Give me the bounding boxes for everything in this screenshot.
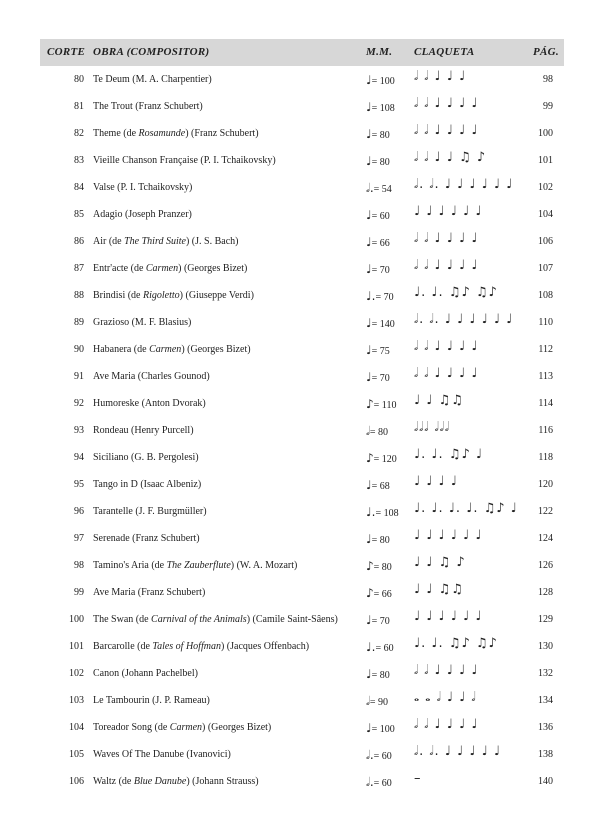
metronome-tempo: = 80 (371, 535, 390, 546)
work-title-text: Vieille Chanson Française (P. I. Tchaikovsky) (93, 155, 276, 166)
corte-number: 106 (69, 776, 84, 787)
work-title (93, 236, 238, 248)
work-title-text: Brindisi (de (93, 290, 143, 301)
work-title-text: ) (Georges Bizet) (181, 344, 251, 355)
work-title-text: ) (Johann Strauss) (186, 776, 259, 787)
page-number: 100 (538, 128, 553, 139)
page-number: 98 (543, 74, 553, 85)
metronome-note-glyph: ♪ (366, 559, 374, 573)
work-title (93, 290, 254, 302)
work-title-text: ) (J. S. Bach) (185, 236, 239, 247)
work-title-text: Le Tambourin (J. P. Rameau) (93, 695, 210, 706)
metronome-tempo: = 120 (373, 454, 397, 465)
work-title-text: Valse (P. I. Tchaikovsky) (93, 182, 193, 193)
table-row (0, 93, 609, 120)
metronome-tempo: = 80 (373, 562, 392, 573)
metronome-note-glyph: ♪ (366, 586, 374, 600)
metronome-tempo: = 60 (373, 778, 392, 789)
table-row (0, 741, 609, 768)
table-row (0, 633, 609, 660)
work-title-text: Waltz (de (93, 776, 134, 787)
work-title-italic: Carmen (145, 263, 179, 274)
work-title-italic: Rosamunde (138, 128, 186, 139)
metronome-tempo: = 60 (371, 211, 390, 222)
metronome-mark (366, 506, 399, 520)
table-header (40, 39, 564, 66)
claqueta-rhythm: 𝅗𝅥 𝅗𝅥 ♩ ♩ ♩ ♩ (414, 366, 479, 381)
work-title (93, 209, 192, 221)
work-title (93, 668, 198, 680)
work-title (93, 506, 207, 518)
table-row (0, 390, 609, 417)
metronome-tempo: = 100 (371, 76, 395, 87)
corte-number: 99 (74, 587, 84, 598)
metronome-tempo: = 100 (371, 724, 395, 735)
corte-number: 88 (74, 290, 84, 301)
corte-number: 87 (74, 263, 84, 274)
page-number: 99 (543, 101, 553, 112)
metronome-mark (366, 182, 392, 196)
page-number: 112 (538, 344, 553, 355)
metronome-note-glyph: ♩ (366, 667, 372, 681)
metronome-note-glyph: ♩ (366, 370, 372, 384)
work-title (93, 560, 297, 572)
page-number: 113 (538, 371, 553, 382)
metronome-note-glyph: 𝅗𝅥. (366, 775, 374, 789)
metronome-mark (366, 371, 390, 385)
metronome-note-glyph: ♩. (366, 640, 376, 654)
claqueta-rhythm: ♩ ♩ ♫♫ (414, 582, 464, 597)
metronome-mark (366, 641, 394, 655)
metronome-tempo: = 66 (373, 589, 392, 600)
corte-number: 85 (74, 209, 84, 220)
metronome-tempo: = 80 (371, 130, 390, 141)
table-row (0, 606, 609, 633)
table-row (0, 687, 609, 714)
metronome-note-glyph: 𝅗𝅥. (366, 181, 374, 195)
table-row (0, 714, 609, 741)
corte-number: 80 (74, 74, 84, 85)
table-row (0, 255, 609, 282)
metronome-tempo: = 70 (371, 265, 390, 276)
metronome-mark (366, 533, 390, 547)
corte-number: 104 (69, 722, 84, 733)
work-title-text: ) (Giuseppe Verdi) (179, 290, 254, 301)
work-title (93, 182, 192, 194)
table-row (0, 525, 609, 552)
metronome-note-glyph: ♩ (366, 343, 372, 357)
corte-number: 105 (69, 749, 84, 760)
metronome-tempo: = 70 (375, 292, 394, 303)
claqueta-rhythm: 𝅗𝅥 𝅗𝅥 ♩ ♩ ♩ ♩ (414, 663, 479, 678)
work-title-italic: The Zauberflute (166, 560, 231, 571)
metronome-note-glyph: ♩ (366, 532, 372, 546)
metronome-mark (366, 344, 390, 358)
work-title-italic: The Third Suite (124, 236, 186, 247)
metronome-note-glyph: ♩. (366, 289, 376, 303)
metronome-tempo: = 70 (371, 373, 390, 384)
metronome-note-glyph: 𝅗𝅥 (366, 424, 370, 438)
work-title-text: Air (de (93, 236, 125, 247)
claqueta-rhythm: 𝅗𝅥 𝅗𝅥 ♩ ♩ ♩ ♩ (414, 339, 479, 354)
table-row (0, 120, 609, 147)
metronome-mark (366, 614, 390, 628)
work-title-text: ) (Georges Bizet) (202, 722, 272, 733)
work-title-text: ) (Camile Saint-Sâens) (246, 614, 338, 625)
page-number: 107 (538, 263, 553, 274)
work-title-text: Rondeau (Henry Purcell) (93, 425, 194, 436)
work-title (93, 344, 251, 356)
page-number: 118 (538, 452, 553, 463)
work-title (93, 155, 276, 167)
metronome-tempo: = 54 (373, 184, 392, 195)
corte-number: 83 (74, 155, 84, 166)
metronome-mark (366, 749, 392, 763)
page-number: 138 (538, 749, 553, 760)
corte-number: 97 (74, 533, 84, 544)
work-title-text: Tamino's Aria (de (93, 560, 167, 571)
work-title-text: Adagio (Joseph Pranzer) (93, 209, 192, 220)
claqueta-rhythm: 𝅗𝅥 𝅗𝅥 ♩ ♩ ♩ ♩ (414, 717, 479, 732)
page-number: 106 (538, 236, 553, 247)
page-number: 120 (538, 479, 553, 490)
metronome-tempo: = 108 (375, 508, 399, 519)
work-title-text: Serenade (Franz Schubert) (93, 533, 200, 544)
corte-number: 100 (69, 614, 84, 625)
claqueta-rhythm: 𝅗𝅥. 𝅗𝅥. ♩ ♩ ♩ ♩ ♩ ♩ (414, 177, 514, 192)
work-title-text: ) (Franz Schubert) (185, 128, 259, 139)
page-number: 136 (538, 722, 553, 733)
work-title-text: Tango in D (Isaac Albeniz) (93, 479, 202, 490)
corte-number: 101 (69, 641, 84, 652)
metronome-mark (366, 560, 392, 574)
table-row (0, 201, 609, 228)
work-title (93, 74, 212, 86)
page-number: 134 (538, 695, 553, 706)
claqueta-rhythm: ♩ ♩ ♩ ♩ (414, 474, 458, 489)
corte-number: 81 (74, 101, 84, 112)
metronome-note-glyph: ♪ (366, 451, 374, 465)
metronome-note-glyph: ♩. (366, 505, 376, 519)
work-title (93, 317, 191, 329)
metronome-note-glyph: ♩ (366, 262, 372, 276)
metronome-mark (366, 776, 392, 790)
header-mm: M.M. (366, 46, 393, 58)
metronome-tempo: = 66 (371, 238, 390, 249)
page-number: 101 (538, 155, 553, 166)
claqueta-rhythm: ♩ ♩ ♩ ♩ ♩ ♩ (414, 204, 483, 219)
metronome-mark (366, 101, 395, 115)
claqueta-rhythm: ♩. ♩. ♫♪ ♫♪ (414, 285, 498, 300)
page-number: 126 (538, 560, 553, 571)
header-obra: OBRA (COMPOSITOR) (93, 46, 210, 58)
work-title-italic: Carmen (149, 344, 182, 355)
corte-number: 82 (74, 128, 84, 139)
corte-number: 93 (74, 425, 84, 436)
work-title (93, 641, 309, 653)
claqueta-rhythm: ♩ ♩ ♫♫ (414, 393, 464, 408)
page-number: 108 (538, 290, 553, 301)
claqueta-rhythm: – (414, 771, 422, 786)
metronome-mark (366, 290, 394, 304)
work-title-text: Waves Of The Danube (Ivanovici) (93, 749, 231, 760)
metronome-note-glyph: ♩ (366, 208, 372, 222)
page-number: 102 (538, 182, 553, 193)
metronome-mark (366, 155, 390, 169)
metronome-note-glyph: ♩ (366, 478, 372, 492)
work-title (93, 101, 203, 113)
claqueta-rhythm: 𝅗𝅥 𝅗𝅥 ♩ ♩ ♫ ♪ (414, 150, 487, 165)
work-title-text: Habanera (de (93, 344, 150, 355)
work-title-text: Ave Maria (Franz Schubert) (93, 587, 206, 598)
table-row (0, 660, 609, 687)
metronome-note-glyph: 𝅗𝅥. (366, 748, 374, 762)
metronome-mark (366, 74, 395, 88)
corte-number: 90 (74, 344, 84, 355)
claqueta-rhythm: ♩. ♩. ♩. ♩. ♫♪ ♩ (414, 501, 518, 516)
corte-number: 94 (74, 452, 84, 463)
table-body (0, 66, 609, 795)
claqueta-rhythm: 𝅗𝅥𝅗𝅥𝅗𝅥 𝅗𝅥𝅗𝅥𝅗𝅥 (414, 420, 450, 435)
work-title (93, 749, 231, 761)
corte-number: 102 (69, 668, 84, 679)
claqueta-rhythm: 𝅝 𝅝 𝅗𝅥 ♩ ♩ 𝅗𝅥 (414, 690, 477, 705)
corte-number: 98 (74, 560, 84, 571)
work-title-text: Ave Maria (Charles Gounod) (93, 371, 210, 382)
table-row (0, 228, 609, 255)
metronome-tempo: = 70 (371, 616, 390, 627)
metronome-mark (366, 236, 390, 250)
page-number: 140 (538, 776, 553, 787)
corte-number: 84 (74, 182, 84, 193)
page-number: 114 (538, 398, 553, 409)
metronome-tempo: = 80 (371, 157, 390, 168)
metronome-note-glyph: ♩ (366, 235, 372, 249)
table-row (0, 768, 609, 795)
work-title (93, 479, 201, 491)
claqueta-rhythm: 𝅗𝅥 𝅗𝅥 ♩ ♩ ♩ ♩ (414, 258, 479, 273)
metronome-note-glyph: ♩ (366, 100, 372, 114)
work-title (93, 263, 247, 275)
metronome-note-glyph: ♩ (366, 721, 372, 735)
work-title (93, 614, 338, 626)
metronome-mark (366, 695, 388, 709)
work-title (93, 533, 200, 545)
table-row (0, 147, 609, 174)
metronome-note-glyph: 𝅗𝅥 (366, 694, 370, 708)
metronome-note-glyph: ♩ (366, 127, 372, 141)
table-row (0, 309, 609, 336)
corte-number: 103 (69, 695, 84, 706)
claqueta-rhythm: 𝅗𝅥. 𝅗𝅥. ♩ ♩ ♩ ♩ ♩ (414, 744, 501, 759)
metronome-tempo: = 140 (371, 319, 395, 330)
work-title-italic: Carnival of the Animals (151, 614, 247, 625)
table-row (0, 498, 609, 525)
table-row (0, 417, 609, 444)
work-title-text: Te Deum (M. A. Charpentier) (93, 74, 212, 85)
table-row (0, 336, 609, 363)
metronome-note-glyph: ♩ (366, 73, 372, 87)
metronome-mark (366, 209, 390, 223)
claqueta-rhythm: 𝅗𝅥 𝅗𝅥 ♩ ♩ ♩ ♩ (414, 231, 479, 246)
claqueta-rhythm: ♩. ♩. ♫♪ ♫♪ (414, 636, 498, 651)
work-title-text: ) (Jacques Offenbach) (220, 641, 310, 652)
table-row (0, 444, 609, 471)
metronome-tempo: = 60 (375, 643, 394, 654)
metronome-tempo: = 75 (371, 346, 390, 357)
page-number: 128 (538, 587, 553, 598)
page-number: 130 (538, 641, 553, 652)
work-title (93, 587, 205, 599)
table-row (0, 579, 609, 606)
claqueta-rhythm: ♩ ♩ ♫ ♪ (414, 555, 466, 570)
page-number: 129 (538, 614, 553, 625)
work-title-text: Theme (de (93, 128, 139, 139)
work-title-text: ) (Georges Bizet) (178, 263, 248, 274)
metronome-mark (366, 263, 390, 277)
corte-number: 89 (74, 317, 84, 328)
work-title (93, 722, 271, 734)
corte-number: 96 (74, 506, 84, 517)
work-title-text: Canon (Johann Pachelbel) (93, 668, 198, 679)
metronome-mark (366, 128, 390, 142)
table-row (0, 282, 609, 309)
claqueta-rhythm: ♩ ♩ ♩ ♩ ♩ ♩ (414, 528, 483, 543)
corte-number: 95 (74, 479, 84, 490)
metronome-tempo: = 60 (373, 751, 392, 762)
work-title (93, 398, 206, 410)
header-corte: CORTE (47, 46, 86, 58)
metronome-tempo: = 108 (371, 103, 395, 114)
work-title (93, 371, 210, 383)
claqueta-rhythm: ♩ ♩ ♩ ♩ ♩ ♩ (414, 609, 483, 624)
metronome-mark (366, 317, 395, 331)
metronome-note-glyph: ♩ (366, 316, 372, 330)
work-title-text: Grazioso (M. F. Blasius) (93, 317, 192, 328)
work-title (93, 695, 210, 707)
work-title (93, 452, 199, 464)
work-title-italic: Tales of Hoffman (152, 641, 221, 652)
metronome-note-glyph: ♪ (366, 397, 374, 411)
page-number: 124 (538, 533, 553, 544)
metronome-note-glyph: ♩ (366, 613, 372, 627)
metronome-mark (366, 425, 388, 439)
corte-number: 92 (74, 398, 84, 409)
metronome-mark (366, 668, 390, 682)
page-number: 122 (538, 506, 553, 517)
metronome-tempo: = 80 (369, 427, 388, 438)
table-row (0, 552, 609, 579)
claqueta-rhythm: 𝅗𝅥 𝅗𝅥 ♩ ♩ ♩ (414, 69, 467, 84)
work-title-text: Barcarolle (de (93, 641, 153, 652)
metronome-tempo: = 80 (371, 670, 390, 681)
metronome-mark (366, 479, 390, 493)
metronome-mark (366, 722, 395, 736)
header-pag: PÁG. (533, 46, 559, 58)
page-number: 104 (538, 209, 553, 220)
work-title-text: The Trout (Franz Schubert) (93, 101, 203, 112)
work-title-italic: Rigoletto (143, 290, 180, 301)
work-title-text: Entr'acte (de (93, 263, 146, 274)
claqueta-rhythm: 𝅗𝅥 𝅗𝅥 ♩ ♩ ♩ ♩ (414, 96, 479, 111)
page-number: 110 (538, 317, 553, 328)
work-title (93, 425, 194, 437)
work-title-text: The Swan (de (93, 614, 152, 625)
table-row (0, 363, 609, 390)
page-number: 116 (538, 425, 553, 436)
claqueta-rhythm: 𝅗𝅥. 𝅗𝅥. ♩ ♩ ♩ ♩ ♩ ♩ (414, 312, 514, 327)
work-title-text: Humoreske (Anton Dvorak) (93, 398, 206, 409)
metronome-note-glyph: ♩ (366, 154, 372, 168)
work-title-text: ) (W. A. Mozart) (230, 560, 298, 571)
claqueta-rhythm: ♩. ♩. ♫♪ ♩ (414, 447, 484, 462)
claqueta-rhythm: 𝅗𝅥 𝅗𝅥 ♩ ♩ ♩ ♩ (414, 123, 479, 138)
work-title (93, 776, 259, 788)
metronome-tempo: = 68 (371, 481, 390, 492)
header-claqueta: CLAQUETA (414, 46, 475, 58)
work-title-text: Toreador Song (de (93, 722, 170, 733)
work-title-italic: Blue Danube (133, 776, 187, 787)
metronome-tempo: = 110 (373, 400, 397, 411)
corte-number: 86 (74, 236, 84, 247)
table-row (0, 471, 609, 498)
metronome-tempo: = 90 (369, 697, 388, 708)
table-row (0, 66, 609, 93)
corte-number: 91 (74, 371, 84, 382)
work-title-text: Tarantelle (J. F. Burgmüller) (93, 506, 207, 517)
work-title (93, 128, 259, 140)
metronome-mark (366, 452, 397, 466)
metronome-mark (366, 587, 392, 601)
work-title-italic: Carmen (169, 722, 203, 733)
metronome-mark (366, 398, 396, 412)
page-number: 132 (538, 668, 553, 679)
table-row (0, 174, 609, 201)
work-title-text: Siciliano (G. B. Pergolesi) (93, 452, 199, 463)
